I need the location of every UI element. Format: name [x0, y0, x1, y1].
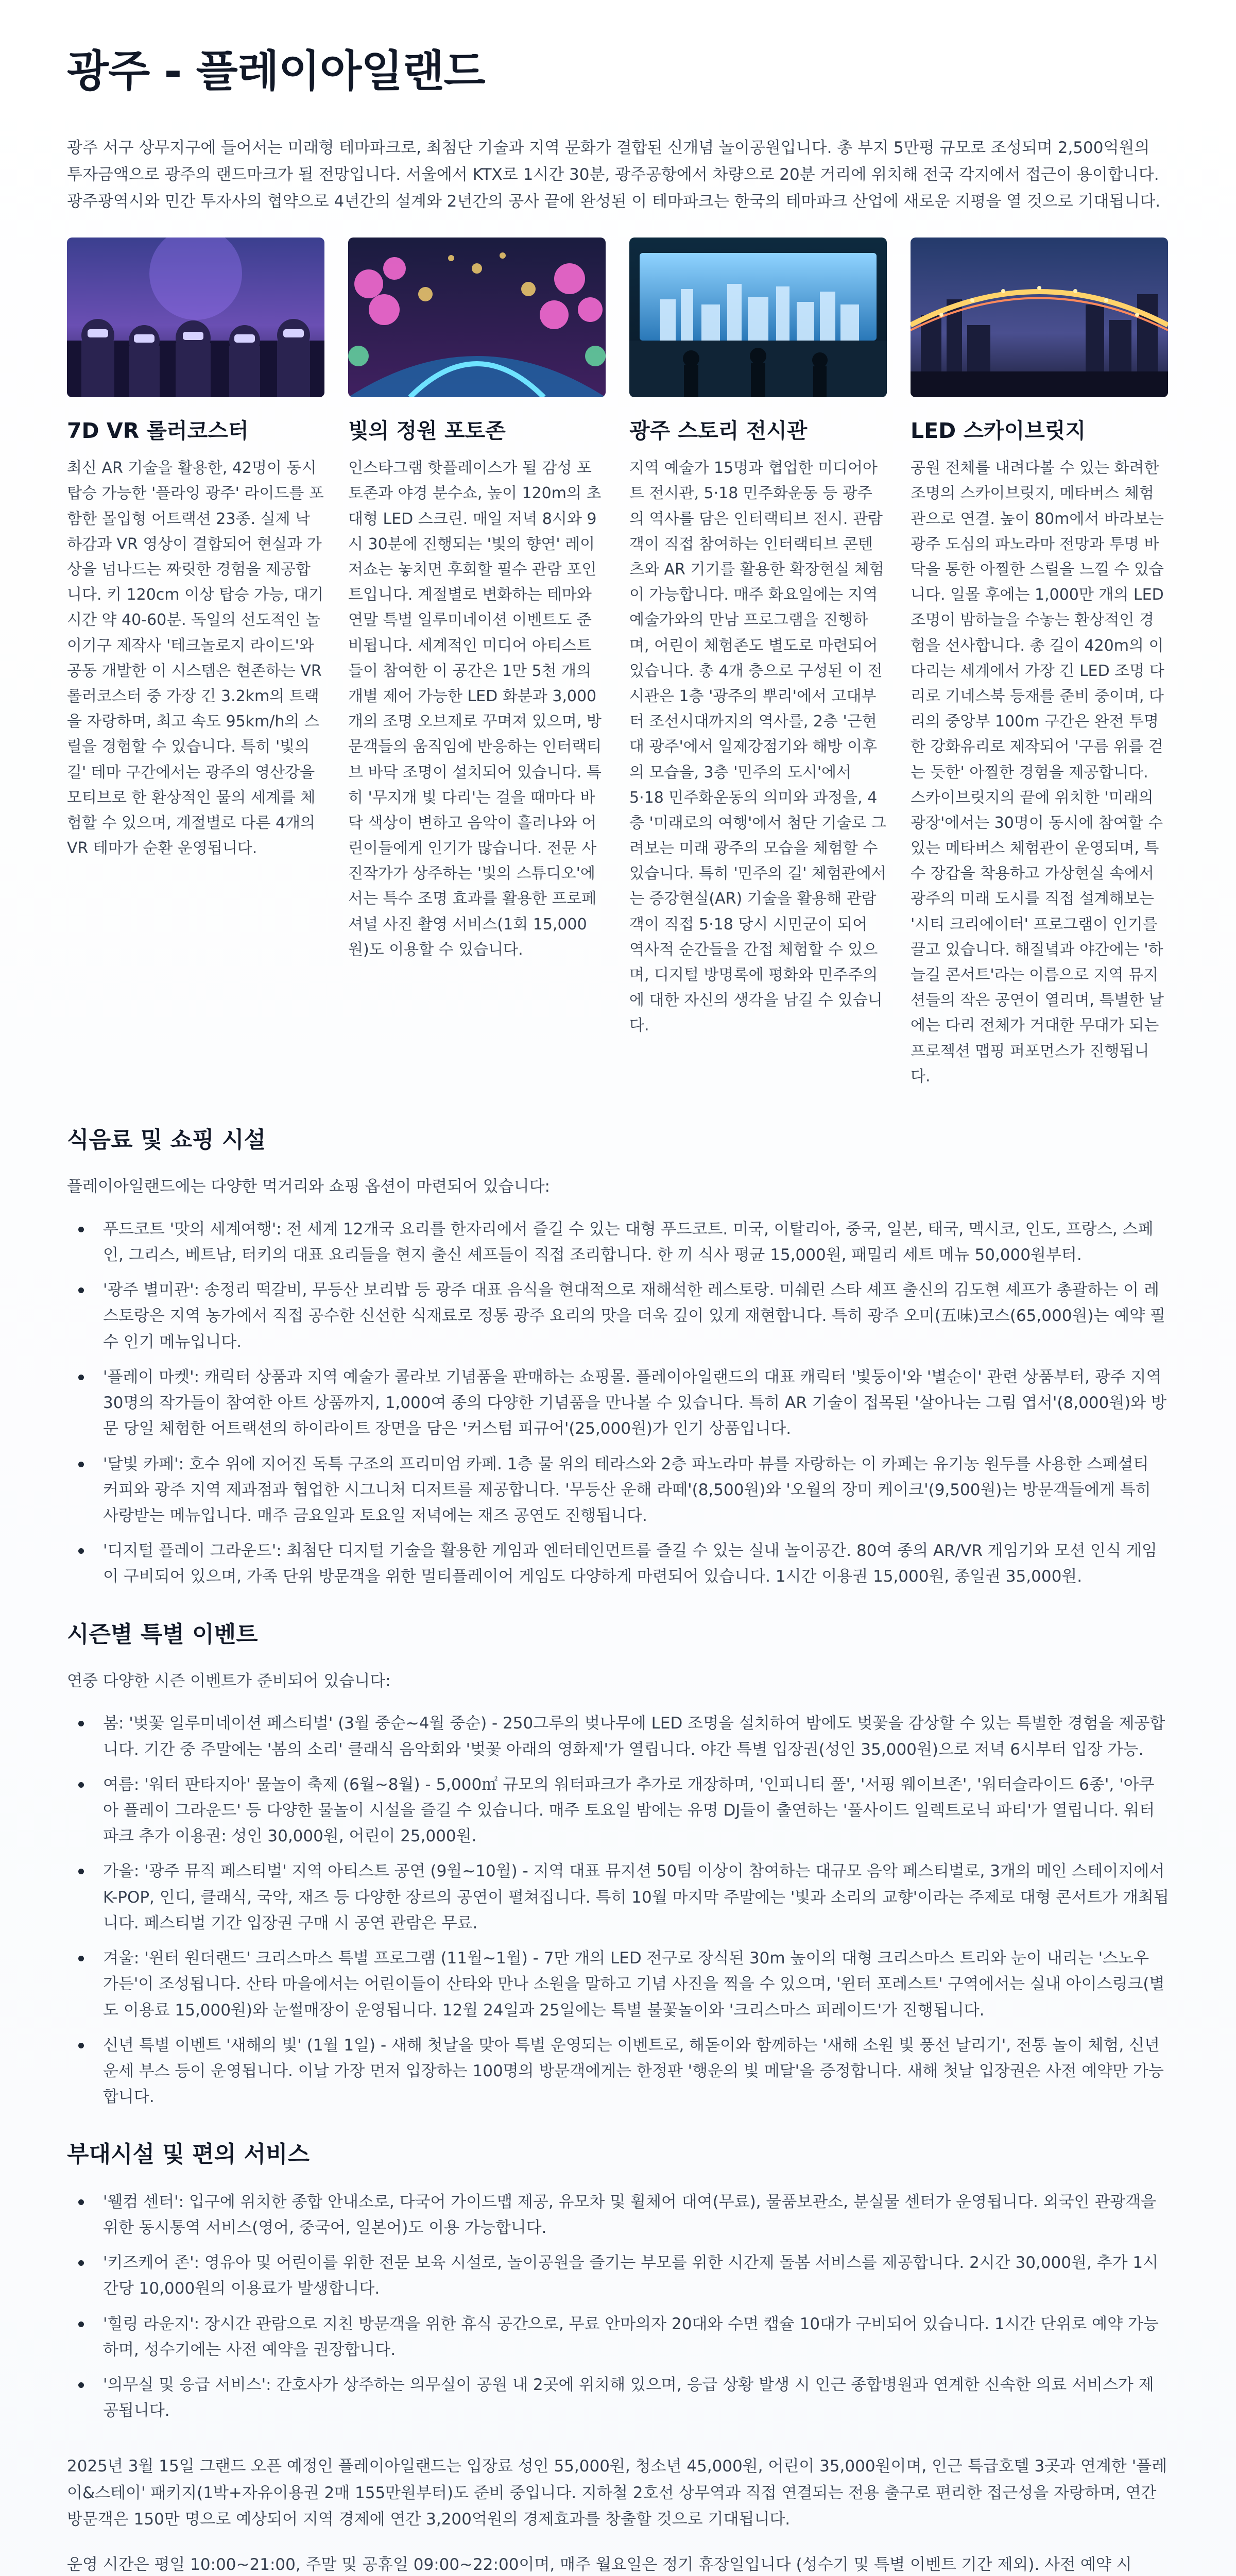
list-item: '키즈케어 존': 영유아 및 어린이를 위한 전문 보육 시설로, 놀이공원을 즐기는 부모를 위한 시간제 돌봄 서비스를 제공합니다. 2시간 30,000원, 추가 1시간당 10,000원의 이용료가 발생합니다.: [67, 2250, 1169, 2301]
list-item: 가을: '광주 뮤직 페스티벌' 지역 아티스트 공연 (9월~10월) - 지역 대표 뮤지션 50팀 이상이 참여하는 대규모 음악 페스티벌로, 3개의 메인 스테이지에서 K-POP, 인디, 클래식, 국악, 재즈 등 다양한 장르의 공연이 펼쳐집니다. 특히 10월 마지막 주말에는 '빛과 소리의 교향'이라는 주제로 대형 콘서트가 개최됩니다. 페스티벌 기간 입장권 구매 시 공연 관람은 무료.: [67, 1858, 1169, 1936]
attraction-cards: [67, 238, 1169, 1089]
card-description: 공원 전체를 내려다볼 수 있는 화려한 조명의 스카이브릿지, 메타버스 체험관으로 연결. 높이 80m에서 바라보는 광주 도심의 파노라마 전망과 투명 바닥을 통한 아찔한 스릴을 느낄 수 있습니다. 일몰 후에는 1,000만 개의 LED 조명이 밤하늘을 수놓는 환상적인 경험을 선사합니다. 총 길이 420m의 이 다리는 세계에서 가장 긴 LED 조명 다리로 기네스북 등재를 준비 중이며, 다리의 중앙부 100m 구간은 완전 투명한 강화유리로 제작되어 '구름 위를 걷는 듯한' 아찔한 경험을 제공합니다. 스카이브릿지의 끝에 위치한 '미래의 광장'에서는 30명이 동시에 참여할 수 있는 메타버스 체험관이 운영되며, 특수 장갑을 착용하고 가상현실 속에서 광주의 미래 도시를 직접 설계해보는 '시티 크리에이터' 프로그램이 인기를 끌고 있습니다. 해질녘과 야간에는 '하늘길 콘서트'라는 이름으로 지역 뮤지션들의 작은 공연이 열리며, 특별한 날에는 다리 전체가 거대한 무대가 되는 프로젝션 맵핑 퍼포먼스가 진행됩니다.: [911, 459, 1164, 1086]
card-description: 최신 AR 기술을 활용한, 42명이 동시 탑승 가능한 '플라잉 광주' 라이드를 포함한 몰입형 어트랙션 23종. 실제 낙하감과 VR 영상이 결합되어 현실과 가상을 넘나드는 짜릿한 경험을 제공합니다. 키 120cm 이상 탑승 가능, 대기시간 약 40-60분. 독일의 선도적인 놀이기구 제작사 '테크놀로지 라이드'와 공동 개발한 이 시스템은 현존하는 VR 롤러코스터 중 가장 긴 3.2km의 트랙을 자랑하며, 최고 속도 95km/h의 스릴을 경험할 수 있습니다. 특히 '빛의 길' 테마 구간에서는 광주의 영산강을 모티브로 한 환상적인 물의 세계를 체험할 수 있으며, 계절별로 다른 4개의 VR 테마가 순환 운영됩니다.: [67, 459, 324, 858]
list-item: '웰컴 센터': 입구에 위치한 종합 안내소로, 다국어 가이드맵 제공, 유모차 및 휠체어 대여(무료), 물품보관소, 분실물 센터가 운영됩니다. 외국인 관광객을 위한 동시통역 서비스(영어, 중국어, 일본어)도 이용 가능합니다.: [67, 2189, 1169, 2241]
card-title: LED 스카이브릿지: [911, 418, 1086, 444]
page-title: 광주 - 플레이아일랜드: [67, 46, 485, 96]
closing-paragraph: 운영 시간은 평일 10:00~21:00, 주말 및 공휴일 09:00~22:00이며, 매주 월요일은 정기 휴장일입니다 (성수기 및 특별 이벤트 기간 제외). 사전 예약 시: [67, 2555, 1132, 2574]
food-list: [67, 1216, 1169, 1590]
card-title: 7D VR 롤러코스터: [67, 418, 249, 444]
seasonal-events-section: [67, 1620, 1169, 2110]
list-item: 신년 특별 이벤트 '새해의 빛' (1월 1일) - 새해 첫날을 맞아 특별 운영되는 이벤트로, 해돋이와 함께하는 '새해 소원 빛 풍선 날리기', 전통 놀이 체험, 신년 운세 부스 등이 운영됩니다. 이날 가장 먼저 입장하는 100명의 방문객에게는 한정판 '행운의 빛 메달'을 증정합니다. 새해 첫날 입장권은 사전 예약만 가능합니다.: [67, 2032, 1169, 2110]
list-item: '광주 별미관': 송정리 떡갈비, 무등산 보리밥 등 광주 대표 음식을 현대적으로 재해석한 레스토랑. 미쉐린 스타 셰프 출신의 김도현 셰프가 총괄하는 이 레스토랑은 지역 농가에서 직접 공수한 신선한 식재료로 정통 광주 요리의 맛을 더욱 깊이 있게 재현합니다. 특히 광주 오미(五味)코스(65,000원)는 예약 필수 인기 메뉴입니다.: [67, 1277, 1169, 1355]
section-heading: 부대시설 및 편의 서비스: [67, 2141, 310, 2168]
vr-coaster-photo: [67, 238, 324, 397]
list-item: '달빛 카페': 호수 위에 지어진 독특 구조의 프리미엄 카페. 1층 물 위의 테라스와 2층 파노라마 뷰를 자랑하는 이 카페는 유기농 원두를 사용한 스페셜티 커피와 광주 지역 제과점과 협업한 시그니처 디저트를 제공합니다. '무등산 운해 라떼'(8,500원)와 '오월의 장미 케이크'(9,500원)는 방문객들에게 특히 사랑받는 메뉴입니다. 매주 금요일과 토요일 저녁에는 재즈 공연도 진행됩니다.: [67, 1451, 1169, 1529]
card-description: 지역 예술가 15명과 협업한 미디어아트 전시관, 5·18 민주화운동 등 광주의 역사를 담은 인터랙티브 전시. 관람객이 직접 참여하는 인터랙티브 콘텐츠와 AR 기기를 활용한 확장현실 체험이 가능합니다. 매주 화요일에는 지역 예술가와의 만남 프로그램을 진행하며, 어린이 체험존도 별도로 마련되어 있습니다. 총 4개 층으로 구성된 이 전시관은 1층 '광주의 뿌리'에서 고대부터 조선시대까지의 역사를, 2층 '근현대 광주'에서 일제강점기와 해방 이후의 모습을, 3층 '민주의 도시'에서 5·18 민주화운동의 의미와 과정을, 4층 '미래로의 여행'에서 첨단 기술로 그려보는 미래 광주의 모습을 체험할 수 있습니다. 특히 '민주의 길' 체험관에서는 증강현실(AR) 기술을 활용해 관람객이 직접 5·18 당시 시민군이 되어 역사적 순간들을 간접 체험할 수 있으며, 디지털 방명록에 평화와 민주주의에 대한 자신의 생각을 남길 수 있습니다.: [629, 459, 886, 1035]
section-heading: 식음료 및 쇼핑 시설: [67, 1126, 266, 1153]
list-item: '의무실 및 응급 서비스': 간호사가 상주하는 의무실이 공원 내 2곳에 위치해 있으며, 응급 상황 발생 시 인근 종합병원과 연계한 신속한 의료 서비스가 제공됩니다.: [67, 2372, 1169, 2424]
card-description: 인스타그램 핫플레이스가 될 감성 포토존과 야경 분수쇼, 높이 120m의 초대형 LED 스크린. 매일 저녁 8시와 9시 30분에 진행되는 '빛의 향연' 레이저쇼는 놓치면 후회할 필수 관람 포인트입니다. 계절별로 변화하는 테마와 연말 특별 일루미네이션 이벤트도 준비됩니다. 세계적인 미디어 아티스트들이 참여한 이 공간은 1만 5천 개의 개별 제어 가능한 LED 화분과 3,000개의 조명 오브제로 꾸며져 있으며, 방문객들의 움직임에 반응하는 인터랙티브 바닥 조명이 설치되어 있습니다. 특히 '무지개 빛 다리'는 걸을 때마다 바닥 색상이 변하고 음악이 흘러나와 어린이들에게 인기가 많습니다. 전문 사진작가가 상주하는 '빛의 스튜디오'에서는 특수 조명 효과를 활용한 프로페셔널 사진 촬영 서비스(1회 15,000원)도 이용할 수 있습니다.: [348, 459, 602, 959]
attraction-card-skybridge: [911, 238, 1168, 1089]
attraction-card-vr-coaster: [67, 238, 324, 1089]
list-item: 겨울: '윈터 원더랜드' 크리스마스 특별 프로그램 (11월~1월) - 7만 개의 LED 전구로 장식된 30m 높이의 대형 크리스마스 트리와 눈이 내리는 '스노우 가든'이 조성됩니다. 산타 마을에서는 어린이들이 산타와 만나 소원을 말하고 기념 사진을 찍을 수 있으며, '윈터 포레스트' 구역에서는 실내 아이스링크(별도 이용료 15,000원)와 눈썰매장이 운영됩니다. 12월 24일과 25일에는 특별 불꽃놀이와 '크리스마스 퍼레이드'가 진행됩니다.: [67, 1945, 1169, 2023]
services-section: [67, 2140, 1169, 2424]
skybridge-photo: [911, 238, 1168, 397]
list-item: '디지털 플레이 그라운드': 최첨단 디지털 기술을 활용한 게임과 엔터테인먼트를 즐길 수 있는 실내 놀이공간. 80여 종의 AR/VR 게임기와 모션 인식 게임이 구비되어 있으며, 가족 단위 방문객을 위한 멀티플레이어 게임도 다양하게 마련되어 있습니다. 1시간 이용권 15,000원, 종일권 35,000원.: [67, 1538, 1169, 1589]
events-list: [67, 1710, 1169, 2110]
intro-paragraph: 광주 서구 상무지구에 들어서는 미래형 테마파크로, 최첨단 기술과 지역 문화가 결합된 신개념 놀이공원입니다. 총 부지 5만평 규모로 조성되며 2,500억원의 투자금액으로 광주의 랜드마크가 될 전망입니다. 서울에서 KTX로 1시간 30분, 광주공항에서 차량으로 20분 거리에 위치해 전국 각지에서 접근이 용이합니다. 광주광역시와 민간 투자사의 협약으로 4년간의 설계와 2년간의 공사 끝에 완성된 이 테마파크는 한국의 테마파크 산업에 새로운 지평을 열 것으로 기대됩니다.: [67, 138, 1161, 211]
section-lead: 플레이아일랜드에는 다양한 먹거리와 쇼핑 옵션이 마련되어 있습니다:: [67, 1177, 550, 1196]
list-item: 봄: '벚꽃 일루미네이션 페스티벌' (3월 중순~4월 중순) - 250그루의 벚나무에 LED 조명을 설치하여 밤에도 벚꽃을 감상할 수 있는 특별한 경험을 제공합니다. 기간 중 주말에는 '봄의 소리' 클래식 음악회와 '벚꽃 아래의 영화제'가 열립니다. 야간 특별 입장권(성인 35,000원)으로 저녁 6시부터 입장 가능.: [67, 1710, 1169, 1762]
services-list: [67, 2189, 1169, 2424]
list-item: 여름: '워터 판타지아' 물놀이 축제 (6월~8월) - 5,000㎡ 규모의 워터파크가 추가로 개장하며, '인피니티 풀', '서핑 웨이브존', '워터슬라이드 6종', '아쿠아 플레이 그라운드' 등 다양한 물놀이 시설을 즐길 수 있습니다. 매주 토요일 밤에는 유명 DJ들이 출연하는 '풀사이드 일렉트로닉 파티'가 열립니다. 워터파크 추가 이용권: 성인 30,000원, 어린이 25,000원.: [67, 1772, 1169, 1850]
card-title: 광주 스토리 전시관: [629, 418, 808, 444]
list-item: '플레이 마켓': 캐릭터 상품과 지역 예술가 콜라보 기념품을 판매하는 쇼핑몰. 플레이아일랜드의 대표 캐릭터 '빛둥이'와 '별순이' 관련 상품부터, 광주 지역 30명의 작가들이 참여한 아트 상품까지, 1,000여 종의 다양한 기념품을 만나볼 수 있습니다. 특히 AR 기술이 접목된 '살아나는 그림 엽서'(8,000원)와 방문 당일 체험한 어트랙션의 하이라이트 장면을 담은 '커스텀 피규어'(25,000원)가 인기 상품입니다.: [67, 1364, 1169, 1442]
closing-paragraph: 2025년 3월 15일 그랜드 오픈 예정인 플레이아일랜드는 입장료 성인 55,000원, 청소년 45,000원, 어린이 35,000원이며, 인근 특급호텔 3곳과 연계한 '플레이&스테이' 패키지(1박+자유이용권 2매 155만원부터)도 준비 중입니다. 지하철 2호선 상무역과 직접 연결되는 전용 출구로 편리한 접근성을 자랑하며, 연간 방문객은 150만 명으로 예상되어 지역 경제에 연간 3,200억원의 경제효과를 창출할 것으로 기대됩니다.: [67, 2457, 1168, 2529]
list-item: '힐링 라운지': 장시간 관람으로 지친 방문객을 위한 휴식 공간으로, 무료 안마의자 20대와 수면 캡슐 10대가 구비되어 있습니다. 1시간 단위로 예약 가능하며, 성수기에는 사전 예약을 권장합니다.: [67, 2311, 1169, 2363]
story-exhibition-photo: [629, 238, 887, 397]
food-shopping-section: [67, 1125, 1169, 1590]
light-garden-photo: [348, 238, 606, 397]
card-title: 빛의 정원 포토존: [348, 418, 506, 444]
section-lead: 연중 다양한 시즌 이벤트가 준비되어 있습니다:: [67, 1671, 391, 1690]
attraction-card-light-garden: [348, 238, 606, 1089]
attraction-card-story-exhibition: [629, 238, 887, 1089]
list-item: 푸드코트 '맛의 세계여행': 전 세계 12개국 요리를 한자리에서 즐길 수 있는 대형 푸드코트. 미국, 이탈리아, 중국, 일본, 태국, 멕시코, 인도, 프랑스, 스페인, 그리스, 베트남, 터키의 대표 요리들을 현지 출신 셰프들이 직접 조리합니다. 한 끼 식사 평균 15,000원, 패밀리 세트 메뉴 50,000원부터.: [67, 1216, 1169, 1268]
section-heading: 시즌별 특별 이벤트: [67, 1621, 258, 1648]
